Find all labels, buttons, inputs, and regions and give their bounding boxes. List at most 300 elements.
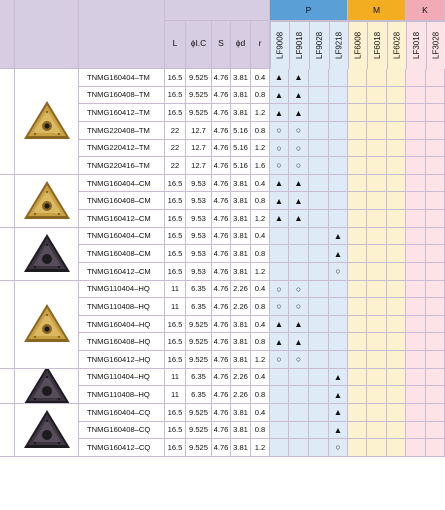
grade-availability-mark — [367, 263, 387, 281]
grade-availability-mark — [309, 122, 329, 140]
spec-value: 0.4 — [251, 369, 270, 387]
grade-availability-mark — [387, 386, 406, 404]
spec-value: 3.81 — [231, 175, 251, 193]
spec-header-0: L — [165, 21, 186, 69]
grade-availability-mark: ○ — [270, 298, 289, 316]
spec-value: 16.5 — [165, 351, 186, 369]
gold-insert-icon — [21, 98, 73, 144]
spec-value: 0.4 — [251, 316, 270, 334]
grade-availability-mark: ▲ — [270, 316, 289, 334]
grade-availability-mark — [387, 263, 406, 281]
grade-availability-mark — [367, 157, 387, 175]
spec-value: 3.81 — [231, 422, 251, 440]
spec-value: 9.525 — [186, 69, 212, 87]
spec-value: 0.4 — [251, 404, 270, 422]
grade-availability-mark — [329, 140, 348, 158]
spec-value: 16.5 — [165, 316, 186, 334]
grade-availability-mark — [387, 333, 406, 351]
grade-availability-mark — [329, 104, 348, 122]
grade-availability-mark — [270, 439, 289, 457]
grade-availability-mark: ▲ — [289, 175, 309, 193]
grade-availability-mark — [406, 439, 426, 457]
header-blank-left — [0, 0, 15, 69]
grade-availability-mark — [367, 210, 387, 228]
product-code: TNMG160412–CM — [79, 263, 165, 281]
dark-insert-icon — [21, 369, 73, 404]
spec-value: 4.76 — [212, 386, 231, 404]
grade-availability-mark — [329, 351, 348, 369]
grade-availability-mark — [309, 210, 329, 228]
grade-availability-mark: ○ — [289, 281, 309, 299]
spec-value: 16.5 — [165, 439, 186, 457]
spec-value: 3.81 — [231, 104, 251, 122]
grade-availability-mark — [426, 192, 445, 210]
grade-availability-mark — [367, 87, 387, 105]
grade-availability-mark — [367, 298, 387, 316]
grade-availability-mark: ▲ — [270, 69, 289, 87]
grade-availability-mark: ▲ — [289, 69, 309, 87]
grade-availability-mark — [387, 404, 406, 422]
product-code: TNMG160412–TM — [79, 104, 165, 122]
spec-value: 5.16 — [231, 122, 251, 140]
spec-value: 11 — [165, 369, 186, 387]
grade-availability-mark: ○ — [270, 281, 289, 299]
grade-availability-mark — [289, 263, 309, 281]
spec-header-4: r — [251, 21, 270, 69]
spec-value: 4.76 — [212, 333, 231, 351]
grade-availability-mark: ▲ — [289, 316, 309, 334]
grade-availability-mark — [329, 87, 348, 105]
product-code: TNMG160408–CQ — [79, 422, 165, 440]
grade-availability-mark — [406, 333, 426, 351]
row-group-pad — [0, 228, 15, 281]
spec-value: 16.5 — [165, 192, 186, 210]
spec-value: 0.8 — [251, 333, 270, 351]
grade-header-lf9218: LF9218 — [329, 21, 348, 69]
grade-availability-mark: ▲ — [289, 210, 309, 228]
grade-availability-mark — [426, 369, 445, 387]
spec-value: 9.53 — [186, 210, 212, 228]
grade-availability-mark — [406, 192, 426, 210]
grade-availability-mark: ▲ — [270, 333, 289, 351]
spec-value: 16.5 — [165, 104, 186, 122]
grade-availability-mark — [406, 316, 426, 334]
grade-availability-mark — [270, 263, 289, 281]
grade-availability-mark — [270, 422, 289, 440]
grade-availability-mark: ▲ — [270, 104, 289, 122]
spec-value: 9.525 — [186, 439, 212, 457]
spec-value: 16.5 — [165, 69, 186, 87]
spec-header-2: S — [212, 21, 231, 69]
insert-image-gold-insert-cm — [15, 175, 79, 228]
grade-availability-mark — [426, 140, 445, 158]
spec-value: 4.76 — [212, 104, 231, 122]
spec-value: 4.76 — [212, 245, 231, 263]
spec-value: 4.76 — [212, 192, 231, 210]
product-code: TNMG160412–CQ — [79, 439, 165, 457]
product-code: TNMG160404–HQ — [79, 316, 165, 334]
grade-availability-mark — [387, 422, 406, 440]
spec-header-3: ϕd — [231, 21, 251, 69]
grade-availability-mark — [426, 404, 445, 422]
grade-availability-mark: ▲ — [329, 386, 348, 404]
dark-insert-icon — [21, 407, 73, 453]
grade-availability-mark — [309, 422, 329, 440]
spec-value: 11 — [165, 298, 186, 316]
product-code: TNMG160404–CM — [79, 175, 165, 193]
grade-availability-mark — [426, 281, 445, 299]
grade-availability-mark — [426, 175, 445, 193]
grade-availability-mark — [348, 263, 367, 281]
grade-availability-mark — [367, 228, 387, 246]
spec-value: 6.35 — [186, 386, 212, 404]
grade-availability-mark — [387, 210, 406, 228]
gold-insert-icon — [21, 301, 73, 347]
spec-value: 4.76 — [212, 228, 231, 246]
grade-availability-mark — [426, 298, 445, 316]
spec-value: 3.81 — [231, 316, 251, 334]
spec-value: 4.76 — [212, 122, 231, 140]
grade-availability-mark — [426, 157, 445, 175]
grade-availability-mark — [348, 157, 367, 175]
grade-availability-mark — [289, 386, 309, 404]
spec-value: 3.81 — [231, 439, 251, 457]
grade-availability-mark — [367, 316, 387, 334]
grade-availability-mark — [406, 157, 426, 175]
spec-value: 0.8 — [251, 245, 270, 263]
grade-availability-mark — [387, 351, 406, 369]
grade-availability-mark — [387, 439, 406, 457]
grade-availability-mark — [289, 369, 309, 387]
grade-availability-mark — [387, 245, 406, 263]
spec-value: 0.8 — [251, 122, 270, 140]
grade-availability-mark — [367, 369, 387, 387]
spec-value: 4.76 — [212, 69, 231, 87]
spec-value: 9.525 — [186, 351, 212, 369]
grade-availability-mark — [387, 228, 406, 246]
product-code: TNMG160408–CM — [79, 192, 165, 210]
spec-value: 1.2 — [251, 140, 270, 158]
spec-value: 4.76 — [212, 263, 231, 281]
grade-availability-mark: ○ — [329, 439, 348, 457]
spec-value: 6.35 — [186, 281, 212, 299]
grade-availability-mark — [426, 245, 445, 263]
grade-availability-mark: ▲ — [329, 369, 348, 387]
spec-value: 4.76 — [212, 140, 231, 158]
spec-value: 1.2 — [251, 263, 270, 281]
spec-value: 3.81 — [231, 404, 251, 422]
grade-availability-mark — [348, 87, 367, 105]
grade-availability-mark — [329, 122, 348, 140]
grade-availability-mark — [348, 422, 367, 440]
gold-insert-icon — [21, 178, 73, 224]
spec-value: 11 — [165, 281, 186, 299]
grade-availability-mark — [426, 351, 445, 369]
spec-value: 9.53 — [186, 245, 212, 263]
spec-value: 4.76 — [212, 281, 231, 299]
product-code: TNMG160404–CM — [79, 228, 165, 246]
product-code: TNMG110408–HQ — [79, 298, 165, 316]
grade-availability-mark: ▲ — [270, 210, 289, 228]
grade-availability-mark — [329, 333, 348, 351]
grade-availability-mark — [309, 404, 329, 422]
grade-availability-mark — [348, 122, 367, 140]
grade-availability-mark — [329, 157, 348, 175]
spec-value: 3.81 — [231, 210, 251, 228]
grade-availability-mark — [309, 228, 329, 246]
spec-value: 3.81 — [231, 333, 251, 351]
spec-value: 16.5 — [165, 245, 186, 263]
grade-availability-mark — [309, 386, 329, 404]
grade-availability-mark — [329, 192, 348, 210]
spec-value: 22 — [165, 140, 186, 158]
product-code: TNMG160412–HQ — [79, 351, 165, 369]
spec-value: 0.4 — [251, 281, 270, 299]
grade-availability-mark — [309, 140, 329, 158]
product-code: TNMG160408–TM — [79, 87, 165, 105]
grade-availability-mark — [367, 404, 387, 422]
spec-value: 2.26 — [231, 386, 251, 404]
spec-value: 16.5 — [165, 175, 186, 193]
spec-value: 4.76 — [212, 316, 231, 334]
grade-availability-mark — [309, 351, 329, 369]
grade-availability-mark — [406, 228, 426, 246]
grade-availability-mark — [426, 316, 445, 334]
grade-availability-mark — [309, 439, 329, 457]
grade-availability-mark — [309, 281, 329, 299]
spec-value: 1.2 — [251, 351, 270, 369]
spec-value: 4.76 — [212, 87, 231, 105]
spec-value: 9.53 — [186, 175, 212, 193]
grade-availability-mark — [309, 369, 329, 387]
grade-availability-mark — [406, 351, 426, 369]
grade-availability-mark — [387, 175, 406, 193]
grade-availability-mark: ○ — [289, 157, 309, 175]
grade-availability-mark — [367, 69, 387, 87]
grade-availability-mark — [289, 422, 309, 440]
spec-value: 9.525 — [186, 404, 212, 422]
spec-value: 16.5 — [165, 404, 186, 422]
grade-availability-mark — [387, 316, 406, 334]
spec-value: 2.26 — [231, 298, 251, 316]
grade-availability-mark — [426, 104, 445, 122]
spec-value: 6.35 — [186, 298, 212, 316]
grade-availability-mark — [309, 175, 329, 193]
grade-availability-mark — [387, 140, 406, 158]
spec-value: 0.4 — [251, 69, 270, 87]
grade-availability-mark — [406, 104, 426, 122]
grade-group-m: M — [348, 0, 406, 21]
grade-availability-mark — [406, 175, 426, 193]
grade-availability-mark — [348, 333, 367, 351]
product-code: TNMG110404–HQ — [79, 281, 165, 299]
grade-availability-mark — [406, 298, 426, 316]
grade-availability-mark — [426, 210, 445, 228]
grade-availability-mark — [329, 69, 348, 87]
grade-availability-mark: ▲ — [270, 175, 289, 193]
spec-value: 5.16 — [231, 157, 251, 175]
spec-value: 9.525 — [186, 316, 212, 334]
grade-availability-mark — [329, 298, 348, 316]
spec-value: 3.81 — [231, 192, 251, 210]
spec-value: 4.76 — [212, 351, 231, 369]
grade-header-lf6008: LF6008 — [348, 21, 367, 69]
grade-availability-mark: ▲ — [289, 333, 309, 351]
grade-header-lf9008: LF9008 — [270, 21, 289, 69]
spec-value: 11 — [165, 386, 186, 404]
grade-availability-mark — [426, 122, 445, 140]
grade-header-lf6028: LF6028 — [387, 21, 406, 69]
product-code: TNMG160404–TM — [79, 69, 165, 87]
grade-availability-mark — [348, 69, 367, 87]
grade-availability-mark — [387, 369, 406, 387]
spec-value: 0.8 — [251, 422, 270, 440]
spec-value: 0.8 — [251, 298, 270, 316]
spec-value: 6.35 — [186, 369, 212, 387]
grade-availability-mark — [348, 439, 367, 457]
grade-availability-mark — [289, 404, 309, 422]
row-group-pad — [0, 281, 15, 369]
spec-value: 9.53 — [186, 263, 212, 281]
grade-availability-mark — [387, 104, 406, 122]
grade-availability-mark — [367, 122, 387, 140]
row-group-pad — [0, 369, 15, 404]
spec-value: 16.5 — [165, 210, 186, 228]
grade-availability-mark: ○ — [270, 157, 289, 175]
grade-header-lf9018: LF9018 — [289, 21, 309, 69]
grade-group-k: K — [406, 0, 445, 21]
spec-value: 3.81 — [231, 69, 251, 87]
grade-availability-mark — [309, 192, 329, 210]
grade-availability-mark — [426, 69, 445, 87]
grade-header-lf6018: LF6018 — [367, 21, 387, 69]
grade-availability-mark — [270, 245, 289, 263]
spec-value: 2.26 — [231, 369, 251, 387]
grade-availability-mark — [387, 122, 406, 140]
grade-availability-mark — [348, 104, 367, 122]
spec-value: 1.2 — [251, 439, 270, 457]
grade-header-lf3028: LF3028 — [426, 21, 445, 69]
spec-value: 3.81 — [231, 228, 251, 246]
spec-value: 0.4 — [251, 175, 270, 193]
grade-availability-mark — [270, 386, 289, 404]
grade-availability-mark — [406, 422, 426, 440]
grade-availability-mark — [406, 263, 426, 281]
grade-availability-mark — [309, 316, 329, 334]
grade-availability-mark: ▲ — [289, 104, 309, 122]
grade-availability-mark — [406, 140, 426, 158]
grade-availability-mark — [387, 87, 406, 105]
grade-availability-mark — [348, 369, 367, 387]
grade-availability-mark — [387, 69, 406, 87]
grade-availability-mark — [387, 192, 406, 210]
spec-value: 22 — [165, 157, 186, 175]
insert-image-dark-insert-cq — [15, 404, 79, 457]
grade-availability-mark — [367, 439, 387, 457]
grade-availability-mark — [309, 333, 329, 351]
header-blank-specs — [165, 0, 270, 21]
spec-value: 2.26 — [231, 281, 251, 299]
grade-availability-mark — [309, 263, 329, 281]
grade-availability-mark — [309, 157, 329, 175]
spec-value: 5.16 — [231, 140, 251, 158]
grade-availability-mark — [348, 228, 367, 246]
spec-value: 16.5 — [165, 333, 186, 351]
grade-availability-mark: ▲ — [329, 422, 348, 440]
grade-availability-mark — [348, 316, 367, 334]
grade-availability-mark: ○ — [289, 140, 309, 158]
insert-image-gold-insert-hq — [15, 281, 79, 369]
grade-availability-mark — [309, 245, 329, 263]
grade-availability-mark: ▲ — [289, 87, 309, 105]
spec-value: 12.7 — [186, 140, 212, 158]
grade-availability-mark — [348, 175, 367, 193]
spec-value: 3.81 — [231, 351, 251, 369]
grade-availability-mark — [367, 281, 387, 299]
spec-value: 12.7 — [186, 157, 212, 175]
grade-availability-mark: ▲ — [329, 404, 348, 422]
product-code: TNMG220408–TM — [79, 122, 165, 140]
spec-value: 1.2 — [251, 210, 270, 228]
grade-availability-mark — [426, 333, 445, 351]
grade-availability-mark — [329, 316, 348, 334]
grade-availability-mark — [348, 140, 367, 158]
grade-availability-mark — [348, 210, 367, 228]
grade-availability-mark — [348, 351, 367, 369]
grade-availability-mark — [367, 140, 387, 158]
grade-availability-mark — [367, 351, 387, 369]
spec-value: 3.81 — [231, 87, 251, 105]
spec-value: 22 — [165, 122, 186, 140]
grade-availability-mark — [348, 245, 367, 263]
grade-group-p: P — [270, 0, 348, 21]
grade-availability-mark — [426, 87, 445, 105]
product-code: TNMG160408–HQ — [79, 333, 165, 351]
grade-availability-mark — [289, 228, 309, 246]
grade-availability-mark: ○ — [270, 122, 289, 140]
dark-insert-icon — [21, 231, 73, 277]
grade-availability-mark — [309, 104, 329, 122]
grade-availability-mark — [329, 175, 348, 193]
spec-value: 16.5 — [165, 87, 186, 105]
insert-image-gold-insert-tm — [15, 69, 79, 175]
grade-availability-mark — [309, 87, 329, 105]
spec-value: 16.5 — [165, 422, 186, 440]
grade-availability-mark: ▲ — [329, 245, 348, 263]
grade-availability-mark — [406, 87, 426, 105]
spec-value: 3.81 — [231, 245, 251, 263]
grade-availability-mark: ○ — [289, 351, 309, 369]
spec-value: 0.8 — [251, 87, 270, 105]
grade-availability-mark — [406, 386, 426, 404]
grade-availability-mark: ▲ — [289, 192, 309, 210]
row-group-pad — [0, 69, 15, 175]
grade-availability-mark — [367, 104, 387, 122]
product-code: TNMG220412–TM — [79, 140, 165, 158]
row-group-pad — [0, 175, 15, 228]
row-group-pad — [0, 404, 15, 457]
spec-value: 4.76 — [212, 369, 231, 387]
grade-availability-mark — [367, 386, 387, 404]
grade-availability-mark: ○ — [289, 298, 309, 316]
grade-availability-mark — [289, 245, 309, 263]
grade-availability-mark — [367, 422, 387, 440]
grade-availability-mark — [348, 298, 367, 316]
grade-availability-mark: ○ — [270, 351, 289, 369]
grade-header-lf3018: LF3018 — [406, 21, 426, 69]
grade-availability-mark: ○ — [270, 140, 289, 158]
grade-availability-mark — [406, 369, 426, 387]
